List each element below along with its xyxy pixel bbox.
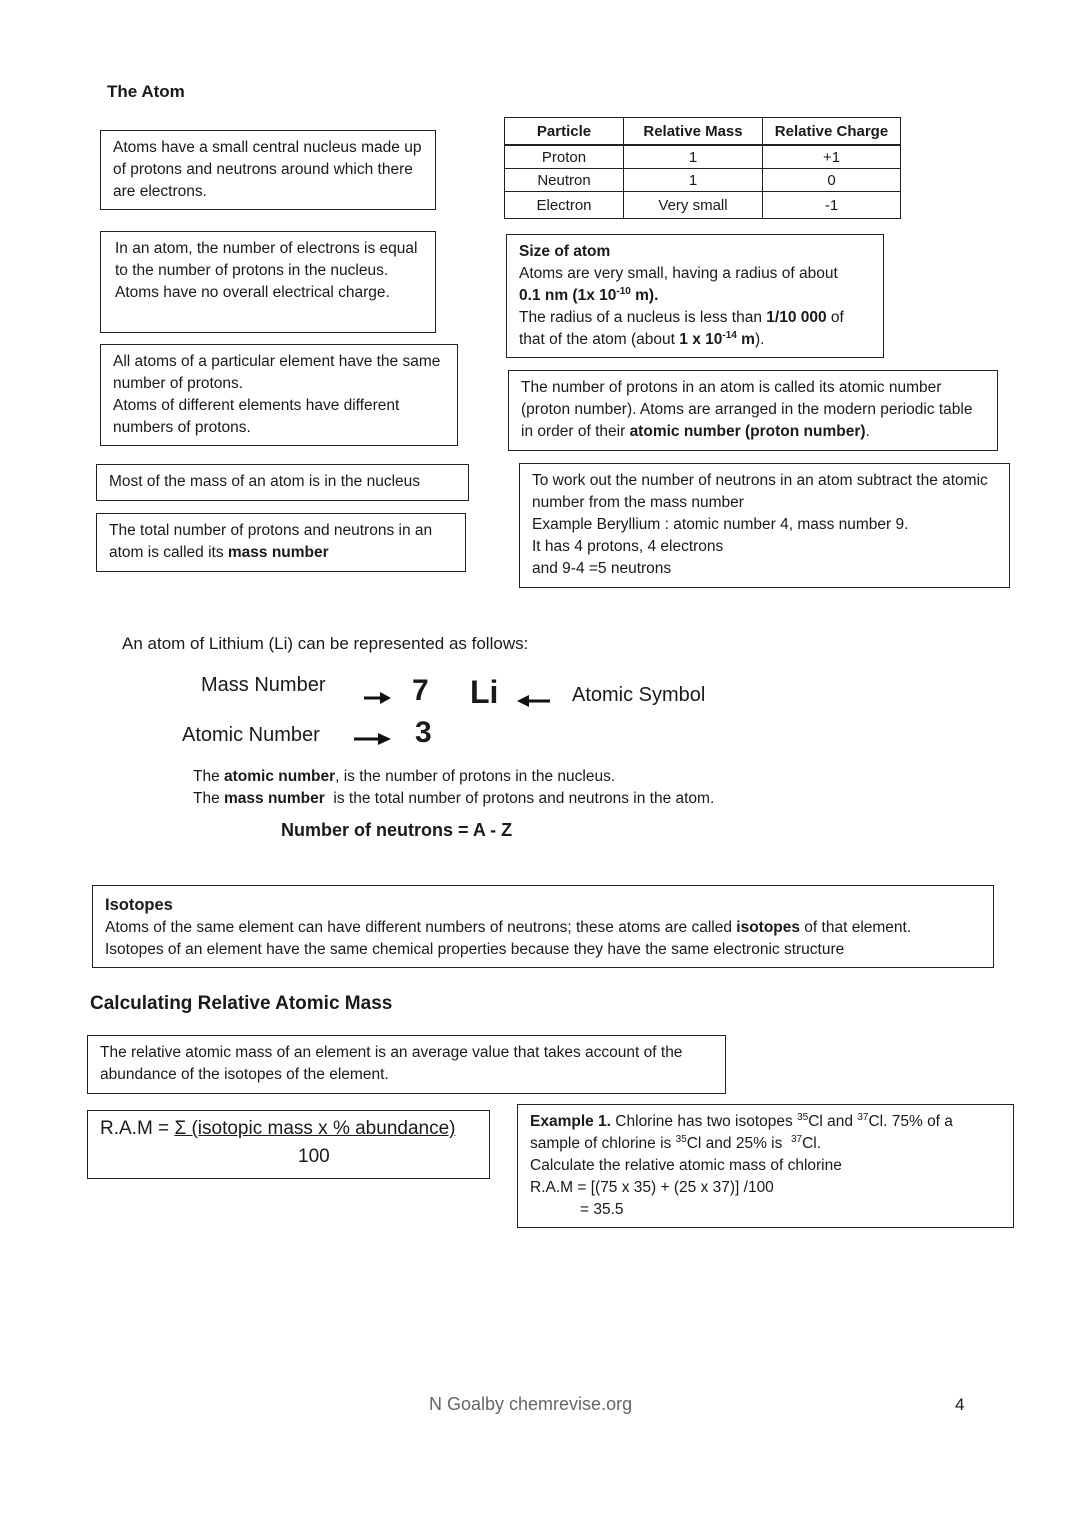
mass-number-box	[96, 513, 466, 572]
mass-nucleus-text: Most of the mass of an atom is in the nucleus	[109, 473, 421, 490]
atomic-number-term: atomic number (proton number)	[629, 423, 866, 440]
header-particle: Particle	[505, 118, 624, 146]
element-fact-line1: All atoms of a particular element have the same number of protons.	[113, 353, 441, 392]
table-cell: 1	[624, 145, 763, 169]
nucleus-fact-box	[100, 130, 436, 210]
ram-definition-text: The relative atomic mass of an element is an average value that takes account of the abundance of the isotopes of the element.	[100, 1044, 683, 1083]
size-heading: Size of atom	[519, 243, 611, 260]
ram-formula-denominator: 100	[298, 1146, 330, 1167]
mass-nucleus-box	[96, 464, 469, 501]
table-cell: 0	[763, 169, 901, 192]
ram-formula-numerator-line: R.A.M = Σ (isotopic mass x % abundance)	[100, 1118, 456, 1139]
mass-number-label: Mass Number	[201, 674, 326, 696]
mass-number-value: 7	[412, 674, 429, 707]
neutron-formula: Number of neutrons = A - Z	[281, 820, 513, 840]
example-box	[517, 1104, 1014, 1228]
ram-formula-box	[87, 1110, 490, 1179]
atomic-number-value: 3	[415, 716, 432, 749]
example-line4: R.A.M = [(75 x 35) + (25 x 37)] /100	[530, 1179, 774, 1196]
neutral-fact-box	[100, 231, 436, 333]
element-fact-line2: Atoms of different elements have different numbers of protons.	[113, 397, 400, 436]
table-cell: Electron	[505, 192, 624, 219]
size-line3: The radius of a nucleus is less than 1/10 000 of	[519, 309, 844, 326]
example-line2: sample of chlorine is $^{35}$Cl and 25% is $^{37}$Cl.	[530, 1133, 822, 1152]
example-line1: Example 1. Chlorine has two isotopes $^{35}$Cl and $^{37}$Cl. 75% of a	[530, 1111, 953, 1130]
table-row	[505, 169, 901, 192]
header-relative-mass: Relative Mass	[624, 118, 763, 146]
neutrons-line4: and 9-4 =5 neutrons	[532, 560, 672, 577]
atomic-number-label: Atomic Number	[182, 724, 320, 746]
atomic-number-text: The number of protons in an atom is called its atomic number (proton number). Atoms are arranged in the modern periodic table in order of their	[521, 379, 973, 440]
size-of-atom-box	[506, 234, 884, 358]
size-line1: Atoms are very small, having a radius of about	[519, 265, 838, 282]
ram-heading: Calculating Relative Atomic Mass	[90, 993, 393, 1014]
example-line5: = 35.5	[580, 1201, 624, 1218]
particle-table	[504, 117, 901, 219]
atomic-symbol-label: Atomic Symbol	[572, 684, 706, 706]
lithium-intro: An atom of Lithium (Li) can be represented as follows:	[122, 634, 529, 653]
mass-number-term: mass number	[227, 544, 329, 561]
nucleus-fact-text: Atoms have a small central nucleus made up of protons and neutrons around which there are electrons.	[113, 139, 422, 200]
neutrons-line3: It has 4 protons, 4 electrons	[532, 538, 724, 555]
table-cell: 1	[624, 169, 763, 192]
header-relative-charge: Relative Charge	[763, 118, 901, 146]
mass-number-text: The total number of protons and neutrons in an atom is called its	[109, 522, 433, 561]
element-fact-box	[100, 344, 458, 446]
element-symbol: Li	[470, 674, 499, 710]
example-line3: Calculate the relative atomic mass of chlorine	[530, 1157, 842, 1174]
isotopes-line2: Isotopes of an element have the same chemical properties because they have the same electronic structure	[105, 941, 845, 958]
atomic-arrow-icon	[352, 731, 392, 747]
neutral-fact-text: In an atom, the number of electrons is equal to the number of protons in the nucleus. Atoms have no overall electrical charge.	[115, 240, 418, 301]
neutrons-line1: To work out the number of neutrons in an atom subtract the atomic number from the mass number	[532, 472, 988, 511]
footer-credit: N Goalby chemrevise.org	[429, 1394, 633, 1414]
mass-arrow-icon	[362, 690, 392, 706]
isotopes-line1: Atoms of the same element can have different numbers of neutrons; these atoms are called isotopes of that element.	[105, 919, 912, 936]
page-number: 4	[955, 1395, 965, 1414]
table-cell: Very small	[624, 192, 763, 219]
neutrons-box	[519, 463, 1010, 588]
size-radius: 0.1 nm (1x $10^{-10}$ m).	[519, 285, 659, 304]
isotopes-box	[92, 885, 994, 968]
table-cell: Neutron	[505, 169, 624, 192]
table-row	[505, 145, 901, 169]
atomic-number-box: The number of protons in an atom is called its atomic number (proton number). Atoms are arranged in the modern periodic table in order of their atomic number (proton number).	[508, 370, 998, 451]
ram-definition-box	[87, 1035, 726, 1094]
page-title: The Atom	[107, 82, 185, 101]
atomic-number-definition: The atomic number, is the number of protons in the nucleus.	[193, 768, 616, 785]
symbol-arrow-icon	[515, 693, 551, 709]
table-cell: -1	[763, 192, 901, 219]
ram-formula-numerator: Σ (isotopic mass x % abundance)	[174, 1118, 456, 1139]
size-line4: that of the atom (about 1 x $10^{-14}$ m).	[519, 329, 765, 348]
table-cell: Proton	[505, 145, 624, 169]
table-row	[505, 192, 901, 219]
table-cell: +1	[763, 145, 901, 169]
particle-table-header	[505, 118, 901, 146]
neutrons-line2: Example Beryllium : atomic number 4, mass number 9.	[532, 516, 909, 533]
isotopes-heading: Isotopes	[105, 896, 173, 914]
mass-number-definition: The mass number is the total number of protons and neutrons in the atom.	[193, 790, 715, 807]
